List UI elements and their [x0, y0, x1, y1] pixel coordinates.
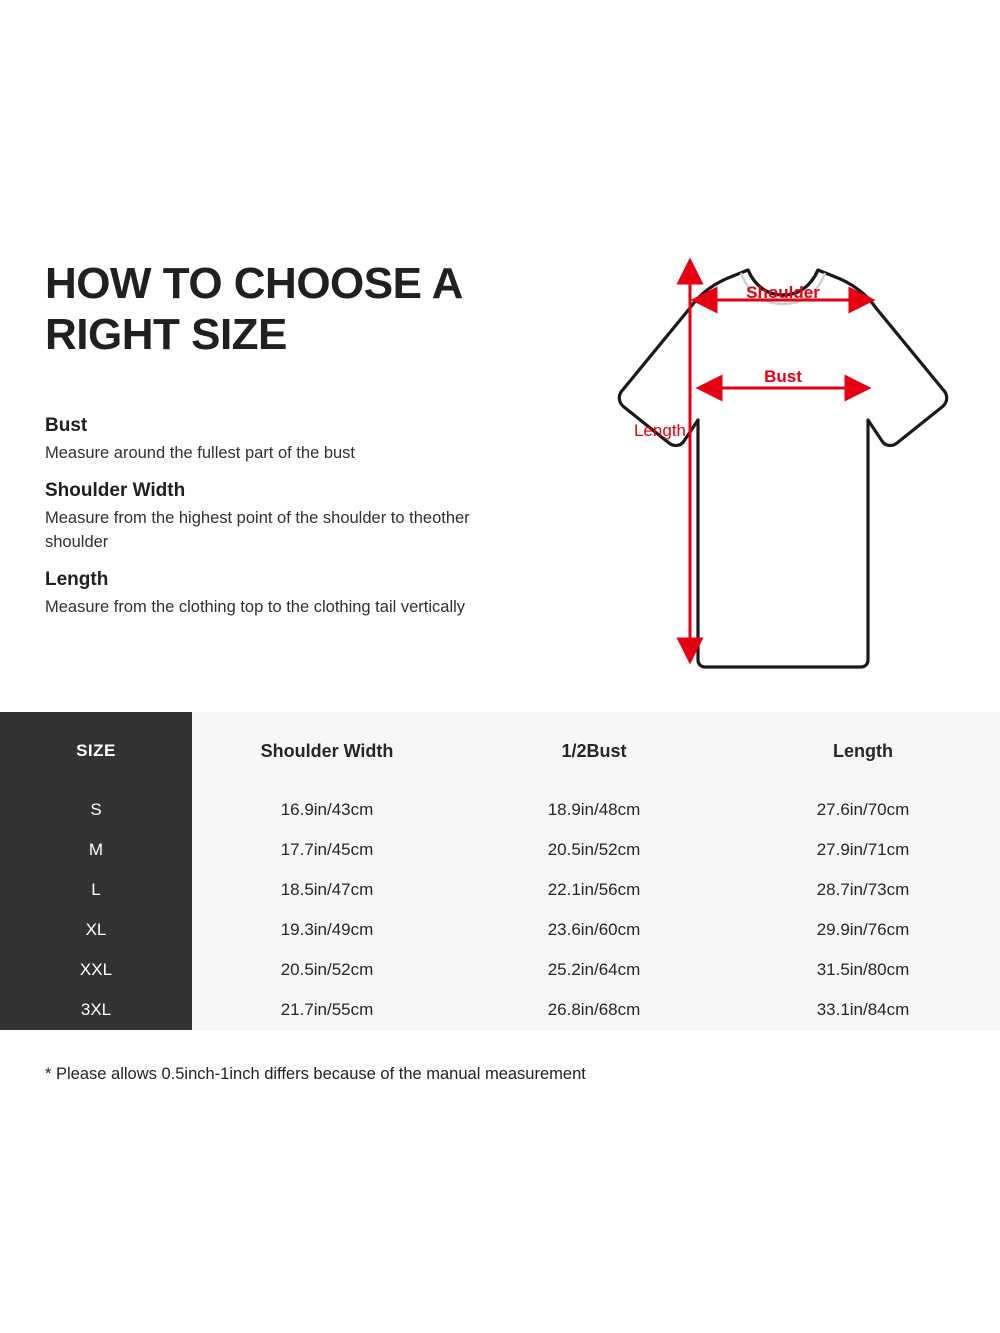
cell-shoulder: 18.5in/47cm: [280, 880, 374, 899]
tshirt-outline: [619, 270, 946, 667]
definition-description: Measure around the fullest part of the bust: [45, 444, 356, 462]
table-header-cell-size: SIZE: [76, 741, 116, 760]
cell-length: 31.5in/80cm: [816, 960, 910, 979]
measurement-columns: [192, 712, 1000, 1030]
cell-shoulder: 21.7in/55cm: [280, 1000, 374, 1019]
table-row: [192, 830, 1000, 870]
cell-bust: 18.9in/48cm: [547, 800, 641, 819]
cell-shoulder: 16.9in/43cm: [280, 800, 374, 819]
definition-length: [45, 569, 525, 619]
table-row: [192, 990, 1000, 1030]
tshirt-diagram: [505, 240, 975, 680]
definition-bust: [45, 415, 525, 465]
table-row: [192, 950, 1000, 990]
cell-bust: 25.2in/64cm: [547, 960, 641, 979]
cell-shoulder: 17.7in/45cm: [280, 840, 374, 859]
definition-description: Measure from the clothing top to the clothing tail vertically: [45, 598, 466, 617]
table-row: L: [91, 880, 101, 899]
definition-term: Shoulder Width: [45, 480, 186, 502]
table-row: M: [88, 840, 104, 859]
table-row: S: [90, 800, 102, 819]
table-row: [192, 870, 1000, 910]
definition-description: Measure from the highest point of the shoulder to theother shoulder: [45, 509, 470, 551]
cell-bust: 20.5in/52cm: [547, 840, 641, 859]
table-row: XXL: [79, 960, 113, 979]
table-header-cell-shoulder: Shoulder Width: [260, 740, 394, 761]
table-row: [192, 910, 1000, 950]
page-title: HOW TO CHOOSE A RIGHT SIZE: [45, 259, 462, 360]
cell-length: 27.6in/70cm: [816, 800, 910, 819]
cell-length: 28.7in/73cm: [816, 880, 910, 899]
cell-length: 29.9in/76cm: [816, 920, 910, 939]
footnote: * Please allows 0.5inch-1inch differs because of the manual measurement: [45, 1065, 586, 1083]
cell-bust: 22.1in/56cm: [547, 880, 641, 899]
length-label: Length: [634, 421, 686, 440]
table-header-row: [192, 712, 1000, 790]
cell-bust: 26.8in/68cm: [547, 1000, 641, 1019]
size-column: [0, 712, 192, 1030]
table-row: XL: [85, 920, 107, 939]
table-header-cell-bust: 1/2Bust: [561, 740, 627, 761]
definitions-list: [45, 415, 525, 635]
size-table: [0, 712, 1000, 1030]
shoulder-label: Shoulder: [746, 283, 820, 302]
cell-length: 33.1in/84cm: [816, 1000, 910, 1019]
definition-term: Bust: [45, 415, 88, 436]
table-row: [192, 790, 1000, 830]
definition-term: Length: [45, 569, 109, 591]
definition-shoulder-width: [45, 480, 525, 554]
table-row: 3XL: [80, 1000, 112, 1019]
bust-label: Bust: [764, 367, 802, 386]
cell-shoulder: 19.3in/49cm: [280, 920, 374, 939]
table-header-cell-length: Length: [833, 740, 893, 761]
cell-shoulder: 20.5in/52cm: [280, 960, 374, 979]
cell-bust: 23.6in/60cm: [547, 920, 641, 939]
cell-length: 27.9in/71cm: [816, 840, 910, 859]
